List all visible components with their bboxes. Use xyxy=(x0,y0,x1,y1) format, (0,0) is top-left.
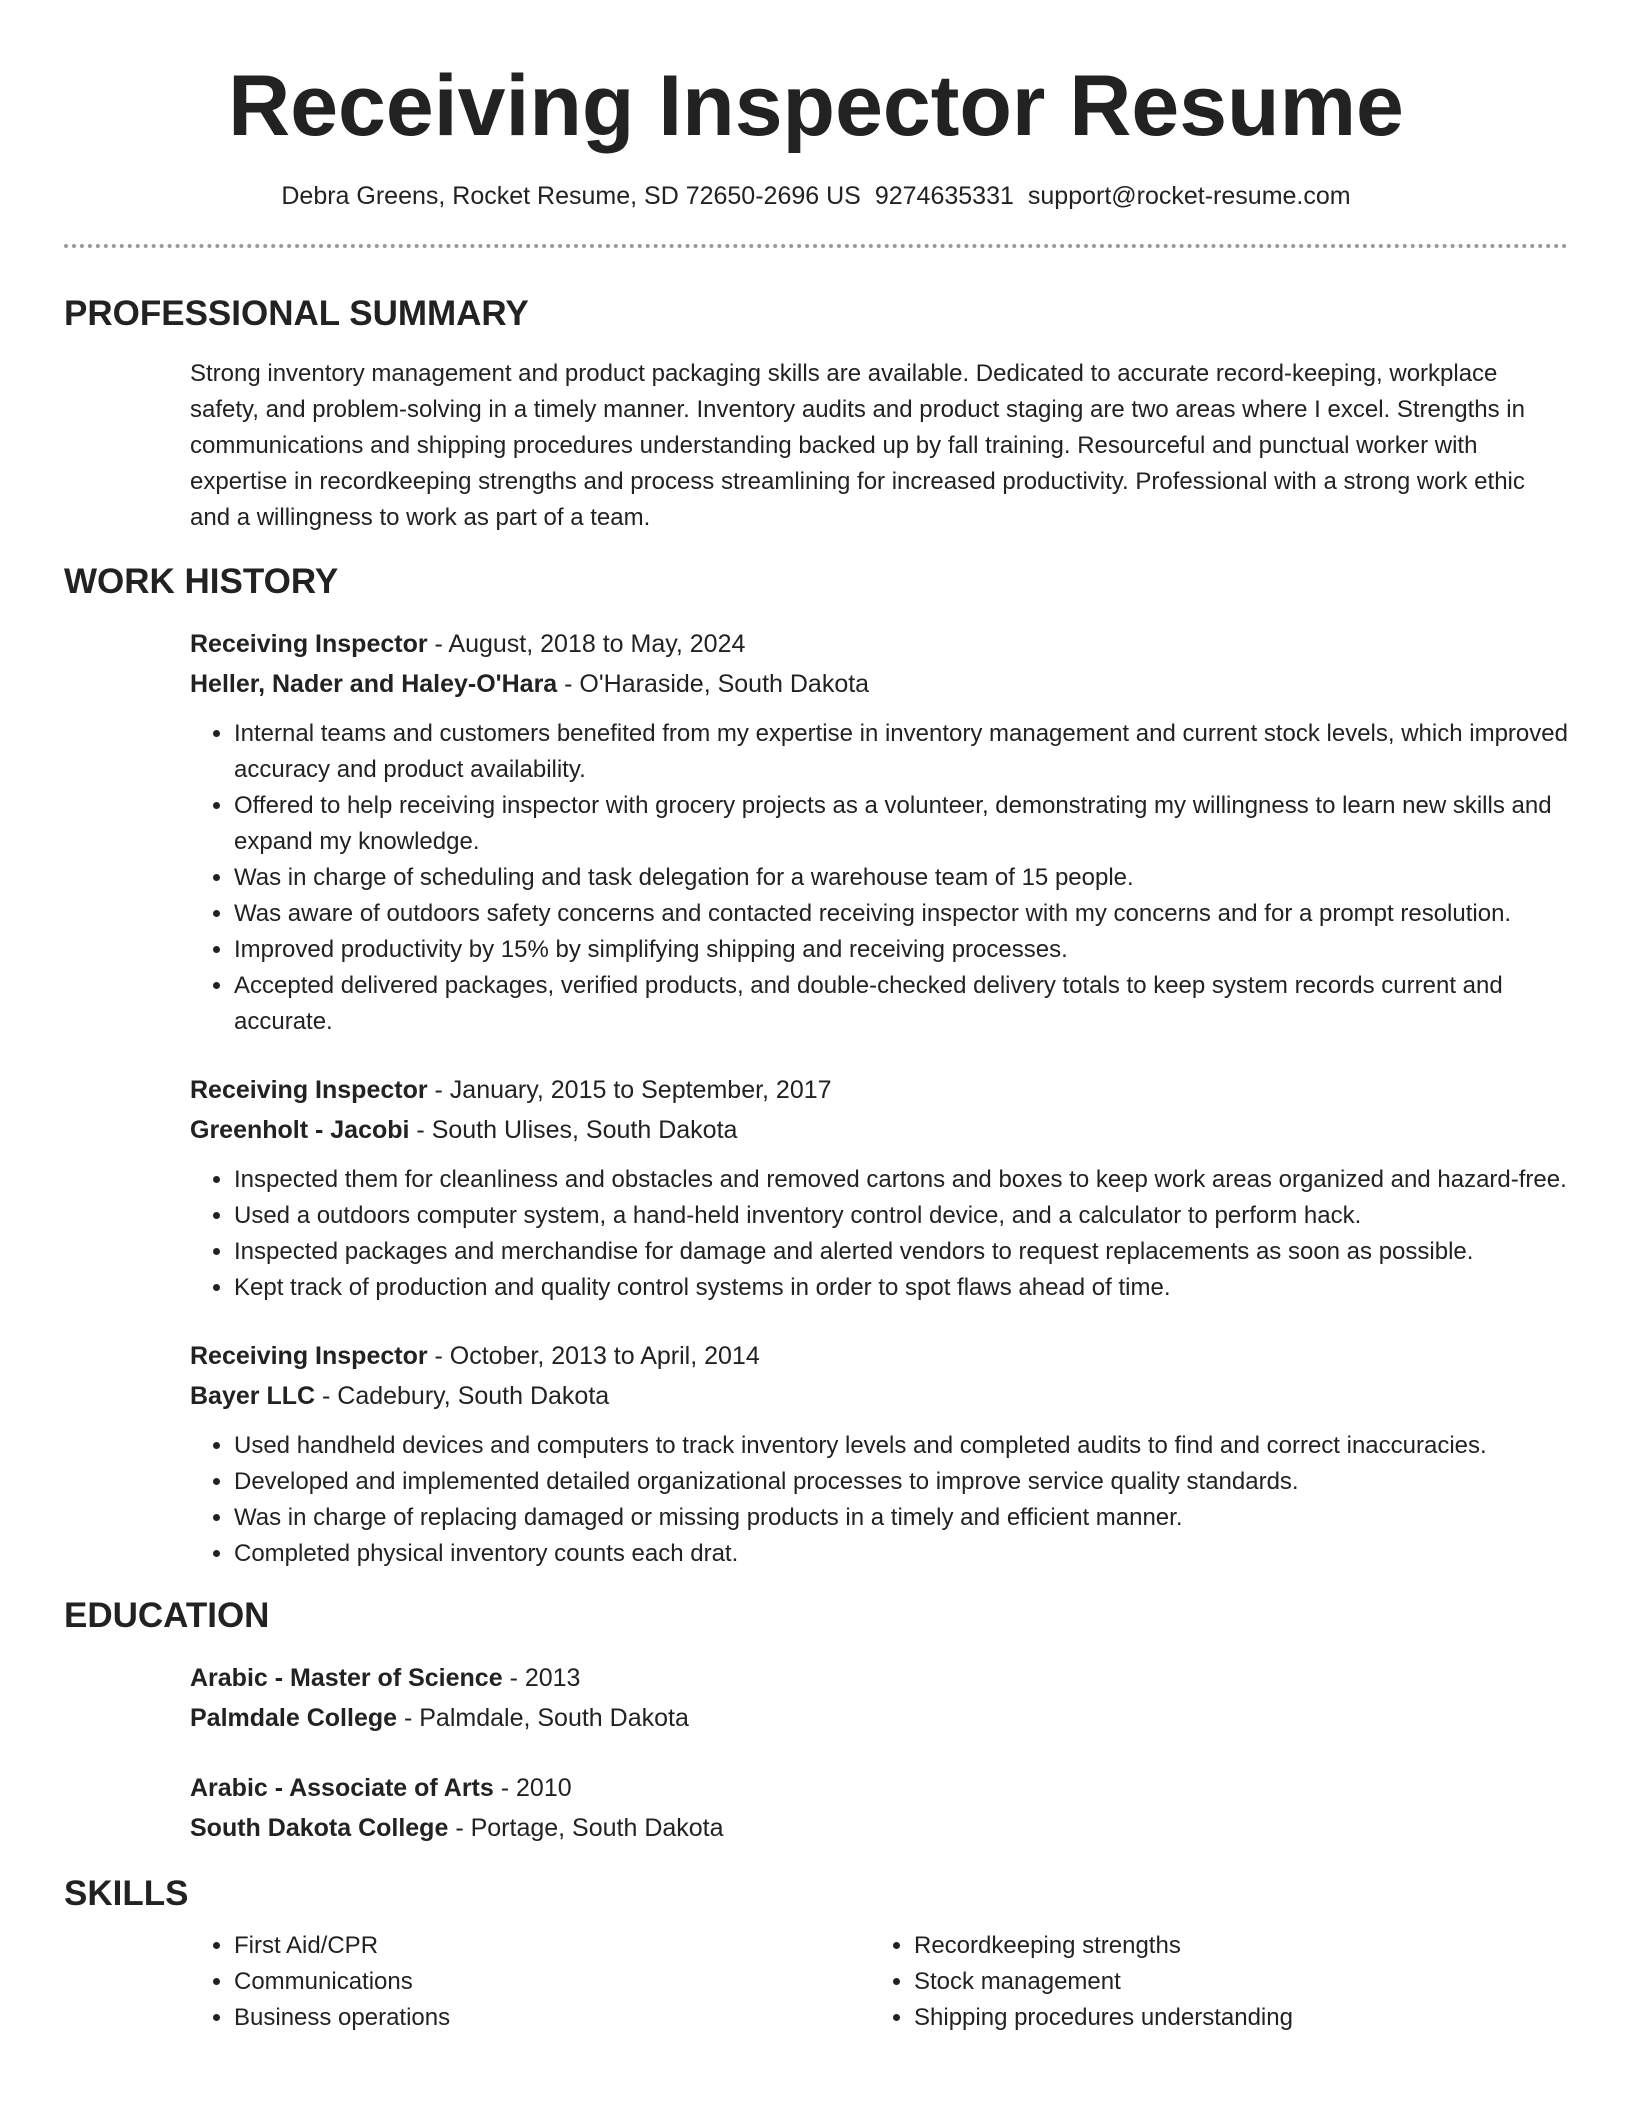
job-title: Receiving Inspector xyxy=(190,1342,428,1370)
contact-address: Debra Greens, Rocket Resume, SD 72650-2696 US xyxy=(281,182,861,210)
list-item: • Developed and implemented detailed organizational processes to improve service quality standards. xyxy=(234,1464,1568,1500)
degree-line xyxy=(190,1658,1568,1698)
job-company-line xyxy=(190,1110,1568,1150)
section-title-summary: PROFESSIONAL SUMMARY xyxy=(64,294,529,333)
resume-page xyxy=(64,0,1568,2036)
school: Palmdale College xyxy=(190,1704,398,1732)
education-entry xyxy=(190,1768,1568,1848)
job-company: Greenholt - Jacobi xyxy=(190,1116,410,1144)
job-title-line xyxy=(190,624,1568,664)
degree: Arabic - Associate of Arts xyxy=(190,1774,494,1802)
list-item: • Was in charge of scheduling and task delegation for a warehouse team of 15 people. xyxy=(234,860,1568,896)
skill-item: • Recordkeeping strengths xyxy=(914,1928,1550,1964)
job-location: - O'Haraside, South Dakota xyxy=(557,670,870,698)
job-dates: - October, 2013 to April, 2014 xyxy=(427,1342,760,1370)
list-item: • Used a outdoors computer system, a hand-held inventory control device, and a calculator to perform hack. xyxy=(234,1198,1568,1234)
degree-year: - 2013 xyxy=(502,1664,581,1692)
skills-column-right xyxy=(870,1928,1550,2036)
list-item: • Inspected packages and merchandise for damage and alerted vendors to request replacements as soon as possible. xyxy=(234,1234,1568,1270)
education-entry xyxy=(190,1658,1568,1738)
skill-item: • First Aid/CPR xyxy=(234,1928,870,1964)
skills-column-left xyxy=(190,1928,870,2036)
job-dates: - January, 2015 to September, 2017 xyxy=(427,1076,832,1104)
school-location: - Portage, South Dakota xyxy=(448,1814,724,1842)
section-title-education: EDUCATION xyxy=(64,1596,270,1635)
job-title-line xyxy=(190,1070,1568,1110)
skill-item: • Shipping procedures understanding xyxy=(914,2000,1550,2036)
list-item: • Was in charge of replacing damaged or missing products in a timely and efficient manner. xyxy=(234,1500,1568,1536)
school-line xyxy=(190,1698,1568,1738)
list-item: • Inspected them for cleanliness and obstacles and removed cartons and boxes to keep work areas organized and hazard-free. xyxy=(234,1162,1568,1198)
skills-list xyxy=(190,1928,1568,2036)
job-company: Heller, Nader and Haley-O'Hara xyxy=(190,670,558,698)
job-bullets xyxy=(190,1162,1568,1306)
job-entry xyxy=(190,624,1568,1040)
list-item: • Used handheld devices and computers to track inventory levels and completed audits to find and correct inaccuracies. xyxy=(234,1428,1568,1464)
degree: Arabic - Master of Science xyxy=(190,1664,503,1692)
skill-item: • Business operations xyxy=(234,2000,870,2036)
page-title: Receiving Inspector Resume xyxy=(228,58,1404,154)
job-entry xyxy=(190,1070,1568,1306)
list-item: • Kept track of production and quality control systems in order to spot flaws ahead of time. xyxy=(234,1270,1568,1306)
degree-line xyxy=(190,1768,1568,1808)
job-bullets xyxy=(190,1428,1568,1572)
section-title-work-history: WORK HISTORY xyxy=(64,562,339,601)
job-entry xyxy=(190,1336,1568,1572)
job-dates: - August, 2018 to May, 2024 xyxy=(427,630,746,658)
section-title-skills: SKILLS xyxy=(64,1874,189,1913)
job-title-line xyxy=(190,1336,1568,1376)
list-item: • Offered to help receiving inspector with grocery projects as a volunteer, demonstrating my willingness to learn new skills and expand my knowledge. xyxy=(234,788,1568,860)
contact-line xyxy=(64,180,1568,212)
header-divider xyxy=(64,244,1568,248)
job-location: - Cadebury, South Dakota xyxy=(315,1382,610,1410)
contact-email: support@rocket-resume.com xyxy=(1027,182,1351,210)
job-company-line xyxy=(190,664,1568,704)
school-line xyxy=(190,1808,1568,1848)
skill-item: • Communications xyxy=(234,1964,870,2000)
contact-phone: 9274635331 xyxy=(874,182,1014,210)
list-item: • Completed physical inventory counts each drat. xyxy=(234,1536,1568,1572)
job-bullets xyxy=(190,716,1568,1040)
job-company: Bayer LLC xyxy=(190,1382,316,1410)
list-item: • Was aware of outdoors safety concerns and contacted receiving inspector with my concerns and for a prompt resolution. xyxy=(234,896,1568,932)
school-location: - Palmdale, South Dakota xyxy=(397,1704,689,1732)
job-title: Receiving Inspector xyxy=(190,1076,428,1104)
degree-year: - 2010 xyxy=(493,1774,572,1802)
job-company-line xyxy=(190,1376,1568,1416)
school: South Dakota College xyxy=(190,1814,449,1842)
list-item: • Internal teams and customers benefited from my expertise in inventory management and current stock levels, which improved accuracy and product availability. xyxy=(234,716,1568,788)
list-item: • Improved productivity by 15% by simplifying shipping and receiving processes. xyxy=(234,932,1568,968)
list-item: • Accepted delivered packages, verified products, and double-checked delivery totals to keep system records current and accurate. xyxy=(234,968,1568,1040)
job-title: Receiving Inspector xyxy=(190,630,428,658)
summary-text: Strong inventory management and product packaging skills are available. Dedicated to accurate record-keeping, workplace safety, and problem-solving in a timely manner. Inventory audits and product staging are two areas where I excel. Strengths in communications and shipping procedures understanding backed up by fall training. Resourceful and punctual worker with expertise in recordkeeping strengths and process streamlining for increased productivity. Professional with a strong work ethic and a willingness to work as part of a team. xyxy=(190,360,1525,531)
job-location: - South Ulises, South Dakota xyxy=(409,1116,738,1144)
skill-item: • Stock management xyxy=(914,1964,1550,2000)
